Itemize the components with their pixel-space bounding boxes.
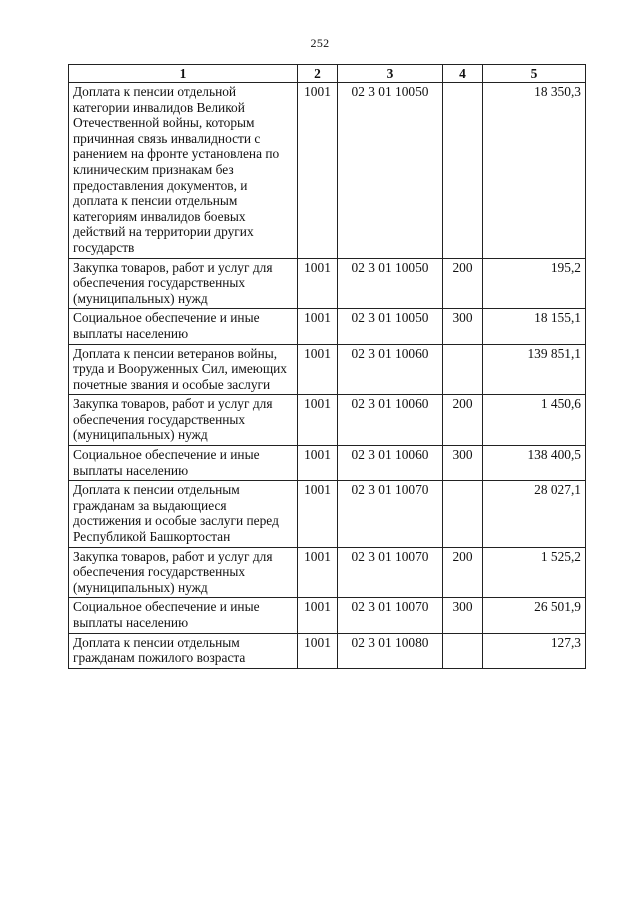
cell-expense-type: 300	[443, 309, 483, 344]
cell-section: 1001	[298, 395, 338, 446]
cell-amount: 18 350,3	[483, 83, 586, 259]
cell-section: 1001	[298, 547, 338, 598]
cell-target: 02 3 01 10050	[338, 258, 443, 309]
cell-expense-type	[443, 633, 483, 668]
cell-amount: 1 525,2	[483, 547, 586, 598]
cell-expense-type	[443, 481, 483, 547]
cell-name: Доплата к пенсии отдельной категории инвалидов Великой Отечественной войны, которым причинная связь инвалидности с ранением на фронте установлена по клиническим признакам без предоставления документов, и доплата к пенсии отдельным категориям инвалидов боевых действий на территории других государств	[69, 83, 298, 259]
table-row	[69, 309, 586, 344]
cell-expense-type: 200	[443, 258, 483, 309]
table-row	[69, 83, 586, 259]
cell-amount: 138 400,5	[483, 446, 586, 481]
cell-amount: 127,3	[483, 633, 586, 668]
cell-section: 1001	[298, 309, 338, 344]
cell-section: 1001	[298, 83, 338, 259]
cell-expense-type: 300	[443, 446, 483, 481]
column-header-amount: 5	[483, 65, 586, 83]
cell-expense-type	[443, 344, 483, 395]
cell-expense-type: 200	[443, 547, 483, 598]
table-row	[69, 633, 586, 668]
column-header-name: 1	[69, 65, 298, 83]
column-header-expense-type: 4	[443, 65, 483, 83]
cell-name: Доплата к пенсии отдельным гражданам пожилого возраста	[69, 633, 298, 668]
table-row	[69, 547, 586, 598]
cell-expense-type: 200	[443, 395, 483, 446]
cell-target: 02 3 01 10060	[338, 395, 443, 446]
cell-name: Закупка товаров, работ и услуг для обеспечения государственных (муниципальных) нужд	[69, 395, 298, 446]
cell-name: Доплата к пенсии ветеранов войны, труда и Вооруженных Сил, имеющих почетные звания и особые заслуги	[69, 344, 298, 395]
budget-table	[68, 64, 586, 669]
cell-section: 1001	[298, 258, 338, 309]
table-row	[69, 446, 586, 481]
cell-target: 02 3 01 10060	[338, 344, 443, 395]
cell-section: 1001	[298, 481, 338, 547]
table-row	[69, 258, 586, 309]
cell-section: 1001	[298, 633, 338, 668]
cell-expense-type: 300	[443, 598, 483, 633]
cell-target: 02 3 01 10070	[338, 598, 443, 633]
cell-target: 02 3 01 10070	[338, 481, 443, 547]
cell-target: 02 3 01 10060	[338, 446, 443, 481]
cell-amount: 18 155,1	[483, 309, 586, 344]
column-header-section: 2	[298, 65, 338, 83]
cell-name: Закупка товаров, работ и услуг для обеспечения государственных (муниципальных) нужд	[69, 547, 298, 598]
page-number: 252	[310, 36, 330, 50]
cell-section: 1001	[298, 344, 338, 395]
cell-name: Доплата к пенсии отдельным гражданам за выдающиеся достижения и особые заслуги перед Республикой Башкортостан	[69, 481, 298, 547]
cell-amount: 195,2	[483, 258, 586, 309]
cell-name: Социальное обеспечение и иные выплаты населению	[69, 309, 298, 344]
cell-target: 02 3 01 10050	[338, 309, 443, 344]
table-row	[69, 481, 586, 547]
cell-target: 02 3 01 10050	[338, 83, 443, 259]
cell-target: 02 3 01 10080	[338, 633, 443, 668]
table-row	[69, 598, 586, 633]
cell-expense-type	[443, 83, 483, 259]
cell-amount: 26 501,9	[483, 598, 586, 633]
cell-name: Социальное обеспечение и иные выплаты населению	[69, 598, 298, 633]
cell-target: 02 3 01 10070	[338, 547, 443, 598]
cell-amount: 28 027,1	[483, 481, 586, 547]
cell-amount: 1 450,6	[483, 395, 586, 446]
cell-name: Социальное обеспечение и иные выплаты населению	[69, 446, 298, 481]
table-header-row	[69, 65, 586, 83]
cell-section: 1001	[298, 598, 338, 633]
table-row	[69, 395, 586, 446]
cell-section: 1001	[298, 446, 338, 481]
column-header-target: 3	[338, 65, 443, 83]
cell-name: Закупка товаров, работ и услуг для обеспечения государственных (муниципальных) нужд	[69, 258, 298, 309]
table-row	[69, 344, 586, 395]
cell-amount: 139 851,1	[483, 344, 586, 395]
